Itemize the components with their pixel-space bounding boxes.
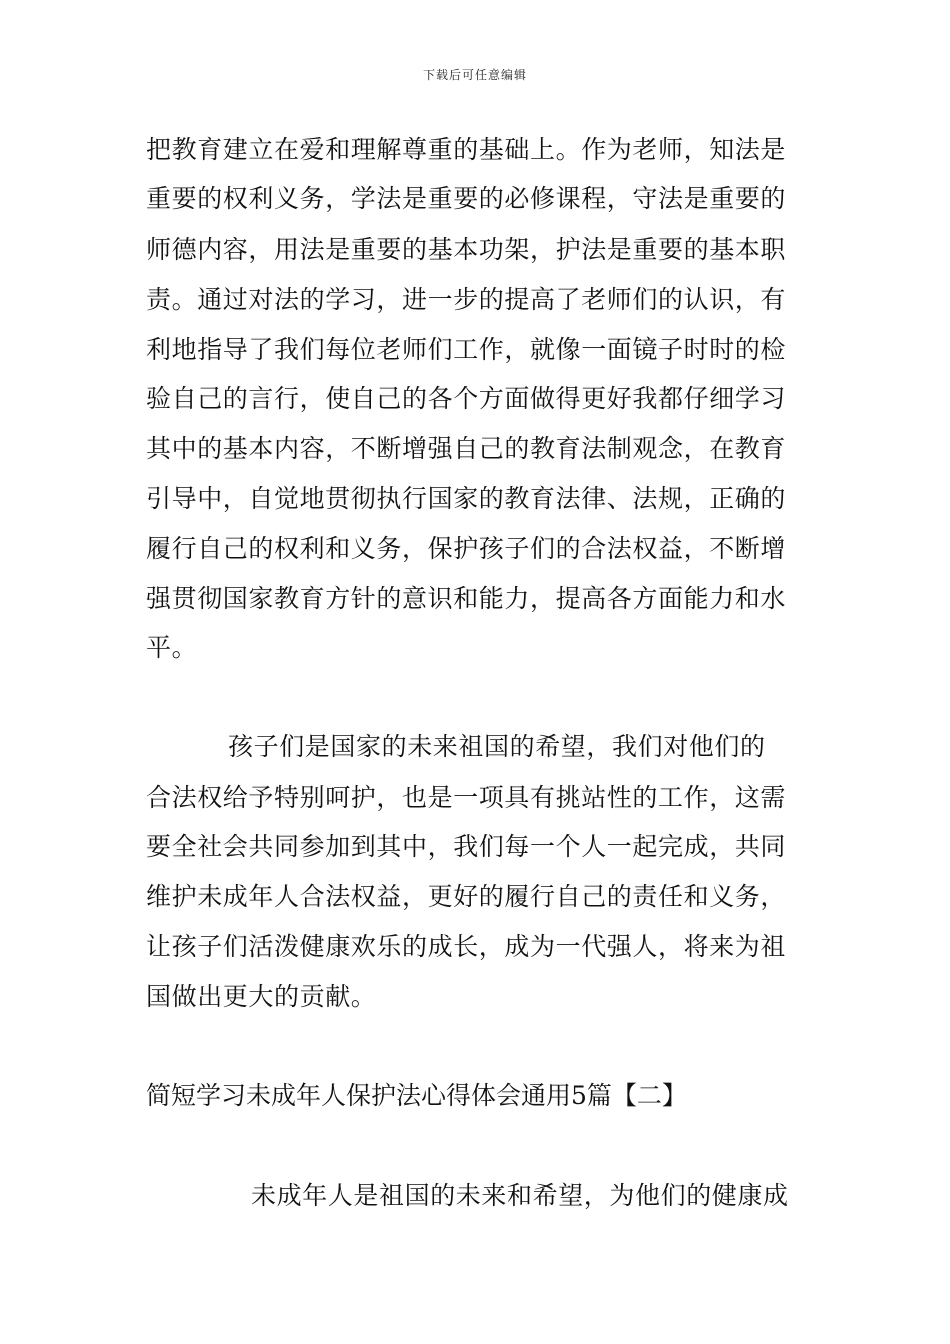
paragraph-line: 验自己的言行，使自己的各个方面做得更好我都仔细学习 (146, 384, 787, 413)
paragraph-line: 合法权给予特别呵护，也是一项具有挑站性的工作，这需 (146, 783, 787, 812)
paragraph-line: 责。通过对法的学习，进一步的提高了老师们的认识，有 (146, 285, 787, 314)
paragraph-line: 未成年人是祖国的未来和希望，为他们的健康成 (251, 1181, 789, 1210)
paragraph-line: 维护未成年人合法权益，更好的履行自己的责任和义务， (146, 882, 787, 911)
paragraph-line: 重要的权利义务，学法是重要的必修课程，守法是重要的 (146, 184, 787, 213)
paragraph-line: 让孩子们活泼健康欢乐的成长，成为一代强人，将来为祖 (146, 932, 787, 961)
paragraph-line: 利地指导了我们每位老师们工作，就像一面镜子时时的检 (146, 335, 787, 364)
paragraph-line: 把教育建立在爱和理解尊重的基础上。作为老师，知法是 (146, 135, 787, 164)
paragraph-line: 履行自己的权利和义务，保护孩子们的合法权益，不断增 (146, 534, 787, 563)
paragraph-line: 强贯彻国家教育方针的意识和能力，提高各方面能力和水 (146, 584, 787, 613)
section-heading: 简短学习未成年人保护法心得体会通用5篇【二】 (146, 1081, 687, 1110)
paragraph-line: 国做出更大的贡献。 (146, 982, 377, 1011)
paragraph-line: 师德内容，用法是重要的基本功架，护法是重要的基本职 (146, 235, 787, 264)
paragraph-line: 要全社会共同参加到其中，我们每一个人一起完成，共同 (146, 832, 787, 861)
paragraph-line: 孩子们是国家的未来祖国的希望，我们对他们的 (228, 732, 766, 761)
paragraph-line: 平。 (146, 633, 198, 662)
page-header: 下载后可任意编辑 (422, 68, 527, 82)
paragraph-line: 其中的基本内容，不断增强自己的教育法制观念，在教育 (146, 434, 787, 463)
paragraph-line: 引导中，自觉地贯彻执行国家的教育法律、法规，正确的 (146, 484, 787, 513)
